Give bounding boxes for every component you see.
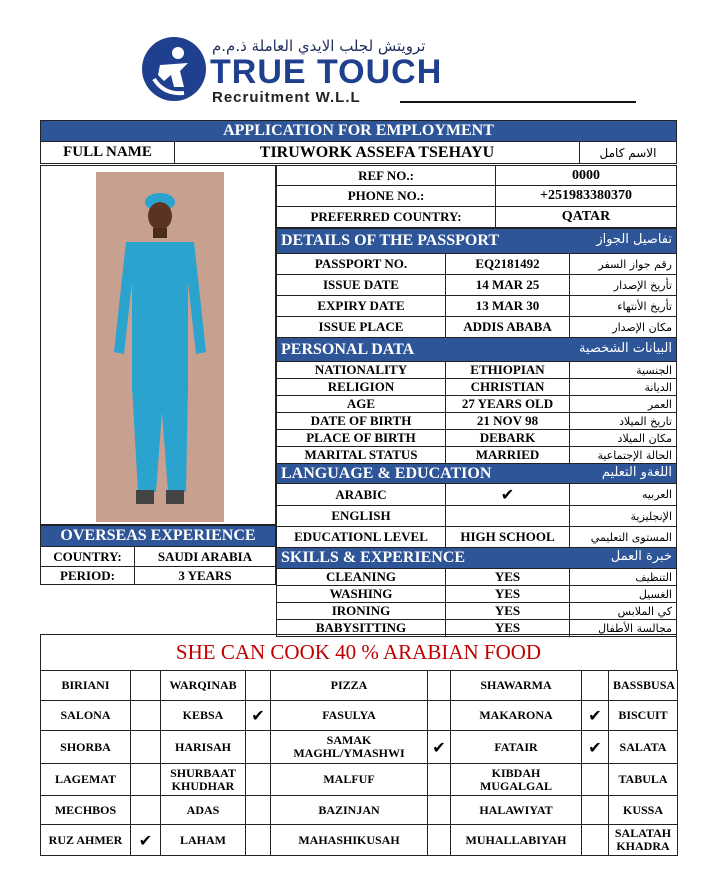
- food-check-icon: [582, 796, 609, 825]
- ironing-value: YES: [446, 603, 570, 620]
- company-subtitle: Recruitment W.L.L: [212, 89, 361, 106]
- food-check-icon: [246, 796, 271, 825]
- overseas-period-value: 3 YEARS: [135, 567, 276, 585]
- food-row: [41, 701, 678, 731]
- food-item: ADAS: [161, 796, 246, 825]
- full-name-value: TIRUWORK ASSEFA TSEHAYU: [175, 142, 580, 164]
- full-name-label: FULL NAME: [41, 142, 175, 164]
- food-item: BISCUIT: [609, 701, 678, 731]
- cleaning-arabic: التنظيف: [570, 569, 677, 586]
- food-check-icon: [131, 701, 161, 731]
- ironing-arabic: كي الملابس: [570, 603, 677, 620]
- age-arabic: العمر: [570, 396, 677, 413]
- food-item: KEBSA: [161, 701, 246, 731]
- english-value: [446, 506, 570, 527]
- passport-header: DETAILS OF THE PASSPORT تفاصيل الجواز: [277, 229, 677, 254]
- overseas-country-label: COUNTRY:: [41, 547, 135, 567]
- food-check-icon: ✔: [428, 731, 451, 764]
- food-item: MECHBOS: [41, 796, 131, 825]
- cooking-title: SHE CAN COOK 40 % ARABIAN FOOD: [41, 635, 677, 671]
- food-item: HALAWIYAT: [451, 796, 582, 825]
- details-table: [276, 228, 677, 637]
- marital-arabic: الحالة الإجتماعية: [570, 447, 677, 464]
- food-row: [41, 825, 678, 856]
- food-item: SALATAH KHADRA: [609, 825, 678, 856]
- food-item: FASULYA: [271, 701, 428, 731]
- food-grid: [40, 670, 678, 856]
- expiry-date-arabic: تأريخ الأنتهاء: [570, 296, 677, 317]
- food-item: MAHASHIKUSAH: [271, 825, 428, 856]
- food-item: SALONA: [41, 701, 131, 731]
- dob-label: DATE OF BIRTH: [277, 413, 446, 430]
- food-check-icon: ✔: [131, 825, 161, 856]
- food-item: HARISAH: [161, 731, 246, 764]
- food-item: FATAIR: [451, 731, 582, 764]
- babysitting-value: YES: [446, 620, 570, 637]
- food-check-icon: [582, 764, 609, 796]
- arabic-label: ARABIC: [277, 484, 446, 506]
- overseas-period-label: PERIOD:: [41, 567, 135, 585]
- food-check-icon: [582, 825, 609, 856]
- food-check-icon: [428, 701, 451, 731]
- country-label: PREFERRED COUNTRY:: [277, 207, 496, 228]
- issue-place-value: ADDIS ABABA: [446, 317, 570, 338]
- nationality-label: NATIONALITY: [277, 362, 446, 379]
- food-row: [41, 796, 678, 825]
- company-logo-icon: [140, 35, 208, 103]
- food-check-icon: ✔: [246, 701, 271, 731]
- food-item: PIZZA: [271, 671, 428, 701]
- issue-date-value: 14 MAR 25: [446, 275, 570, 296]
- logo-underline: [400, 101, 636, 103]
- full-name-arabic: الاسم كامل: [580, 142, 677, 164]
- nationality-arabic: الجنسية: [570, 362, 677, 379]
- passport-no-value: EQ2181492: [446, 254, 570, 275]
- education-value: HIGH SCHOOL: [446, 527, 570, 548]
- food-check-icon: [246, 671, 271, 701]
- food-item: MUHALLABIYAH: [451, 825, 582, 856]
- food-item: SHURBAAT KHUDHAR: [161, 764, 246, 796]
- babysitting-arabic: مجالسة الأطفال: [570, 620, 677, 637]
- issue-place-arabic: مكان الإصدار: [570, 317, 677, 338]
- passport-no-label: PASSPORT NO.: [277, 254, 446, 275]
- expiry-date-label: EXPIRY DATE: [277, 296, 446, 317]
- company-logo: [140, 35, 640, 105]
- food-item: LAGEMAT: [41, 764, 131, 796]
- ref-value: 0000: [496, 166, 677, 186]
- phone-value: +251983380370: [496, 186, 677, 207]
- issue-date-arabic: تأريخ الإصدار: [570, 275, 677, 296]
- food-item: KIBDAH MUGALGAL: [451, 764, 582, 796]
- food-item: MAKARONA: [451, 701, 582, 731]
- food-item: SAMAK MAGHL/YMASHWI: [271, 731, 428, 764]
- marital-value: MARRIED: [446, 447, 570, 464]
- food-check-icon: [428, 796, 451, 825]
- food-check-icon: ✔: [582, 701, 609, 731]
- overseas-header: OVERSEAS EXPERIENCE: [41, 526, 276, 547]
- photo-frame: [40, 165, 276, 525]
- religion-arabic: الديانة: [570, 379, 677, 396]
- babysitting-label: BABYSITTING: [277, 620, 446, 637]
- food-row: [41, 731, 678, 764]
- marital-label: MARITAL STATUS: [277, 447, 446, 464]
- food-row: [41, 764, 678, 796]
- religion-label: RELIGION: [277, 379, 446, 396]
- food-item: KUSSA: [609, 796, 678, 825]
- skills-header: SKILLS & EXPERIENCE خبرة العمل: [277, 548, 677, 569]
- title-table: [40, 120, 677, 164]
- food-check-icon: [246, 764, 271, 796]
- form-title: APPLICATION FOR EMPLOYMENT: [41, 121, 677, 142]
- ironing-label: IRONING: [277, 603, 446, 620]
- food-item: MALFUF: [271, 764, 428, 796]
- food-check-icon: [246, 825, 271, 856]
- food-item: BASSBUSA: [609, 671, 678, 701]
- food-check-icon: [131, 671, 161, 701]
- english-label: ENGLISH: [277, 506, 446, 527]
- pob-arabic: مكان الميلاد: [570, 430, 677, 447]
- language-header: LANGUAGE & EDUCATION اللغةو التعليم: [277, 464, 677, 484]
- phone-label: PHONE NO.:: [277, 186, 496, 207]
- company-name: TRUE TOUCH: [210, 53, 443, 91]
- company-arabic-name: ترويتش لجلب الايدي العاملة ذ.م.م: [212, 37, 426, 55]
- cleaning-label: CLEANING: [277, 569, 446, 586]
- overseas-country-value: SAUDI ARABIA: [135, 547, 276, 567]
- english-arabic: الإنجليزية: [570, 506, 677, 527]
- food-check-icon: [246, 731, 271, 764]
- arabic-check-icon: ✔: [446, 484, 570, 506]
- food-check-icon: [131, 731, 161, 764]
- religion-value: CHRISTIAN: [446, 379, 570, 396]
- age-value: 27 YEARS OLD: [446, 396, 570, 413]
- food-check-icon: ✔: [582, 731, 609, 764]
- personal-header: PERSONAL DATA البيانات الشخصية: [277, 338, 677, 362]
- washing-arabic: الغسيل: [570, 586, 677, 603]
- education-arabic: المستوى التعليمي: [570, 527, 677, 548]
- nationality-value: ETHIOPIAN: [446, 362, 570, 379]
- passport-no-arabic: رقم جواز السفر: [570, 254, 677, 275]
- food-check-icon: [131, 796, 161, 825]
- food-item: SHAWARMA: [451, 671, 582, 701]
- washing-label: WASHING: [277, 586, 446, 603]
- food-row: [41, 671, 678, 701]
- expiry-date-value: 13 MAR 30: [446, 296, 570, 317]
- dob-arabic: تاريخ الميلاد: [570, 413, 677, 430]
- food-check-icon: [428, 671, 451, 701]
- pob-value: DEBARK: [446, 430, 570, 447]
- issue-date-label: ISSUE DATE: [277, 275, 446, 296]
- country-value: QATAR: [496, 207, 677, 228]
- applicant-photo: [96, 172, 224, 522]
- pob-label: PLACE OF BIRTH: [277, 430, 446, 447]
- ref-label: REF NO.:: [277, 166, 496, 186]
- food-item: WARQINAB: [161, 671, 246, 701]
- dob-value: 21 NOV 98: [446, 413, 570, 430]
- food-item: BIRIANI: [41, 671, 131, 701]
- arabic-arabic: العربيه: [570, 484, 677, 506]
- food-check-icon: [582, 671, 609, 701]
- food-item: RUZ AHMER: [41, 825, 131, 856]
- food-check-icon: [131, 764, 161, 796]
- cleaning-value: YES: [446, 569, 570, 586]
- food-item: TABULA: [609, 764, 678, 796]
- overseas-table: [40, 525, 276, 585]
- food-item: SALATA: [609, 731, 678, 764]
- food-item: BAZINJAN: [271, 796, 428, 825]
- food-check-icon: [428, 764, 451, 796]
- issue-place-label: ISSUE PLACE: [277, 317, 446, 338]
- age-label: AGE: [277, 396, 446, 413]
- cooking-table: [40, 634, 677, 671]
- food-item: LAHAM: [161, 825, 246, 856]
- washing-value: YES: [446, 586, 570, 603]
- food-item: SHORBA: [41, 731, 131, 764]
- food-check-icon: [428, 825, 451, 856]
- right-info-table: [276, 165, 677, 228]
- education-label: EDUCATIONL LEVEL: [277, 527, 446, 548]
